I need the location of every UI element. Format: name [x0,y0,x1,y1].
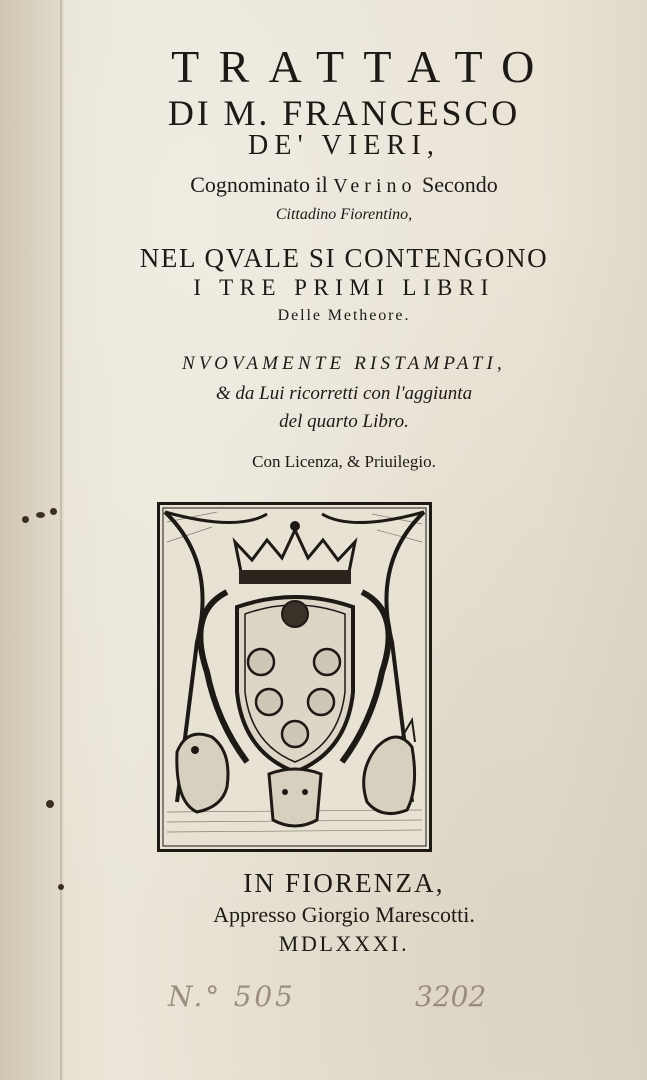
cognomen-text: Cognominato il [190,172,334,197]
medici-coat-of-arms-icon [157,502,432,852]
wormhole-mark [22,516,29,523]
books-line: I TRE PRIMI LIBRI [193,275,495,300]
fourth-book-line: del quarto Libro. [279,411,409,432]
author-line: DI M. FRANCESCO [167,93,521,133]
wormhole-mark [50,508,57,515]
binding-gutter [0,0,64,1080]
imprint-printer: Appresso Giorgio Marescotti. [213,902,475,927]
title-word: TRATTATO [171,41,554,92]
imprint-year: MDLXXXI. [278,931,410,956]
contents-line: NEL QVALE SI CONTENGONO [139,243,549,273]
license-line: Con Licenza, & Priuilegio. [252,452,436,471]
citizenship-line: Cittadino Fiorentino, [275,206,413,223]
wormhole-mark [46,800,54,808]
cognomen-line [64,172,624,198]
cognomen-suffix: Secondo [416,172,498,197]
handwritten-shelfmark: N.° 505 [168,980,296,1013]
reprint-line: NVOVAMENTE RISTAMPATI, [182,353,506,374]
subject-line: Delle Metheore. [277,307,411,324]
author-surname: DE' VIERI, [247,130,441,161]
cognomen-name: Verino [333,175,417,197]
imprint-place: IN FIORENZA, [243,868,445,898]
handwritten-number: 3202 [415,980,487,1013]
correction-line: & da Lui ricorretti con l'aggiunta [215,383,473,404]
gutter-crease [60,0,62,1080]
wormhole-mark [36,512,45,518]
